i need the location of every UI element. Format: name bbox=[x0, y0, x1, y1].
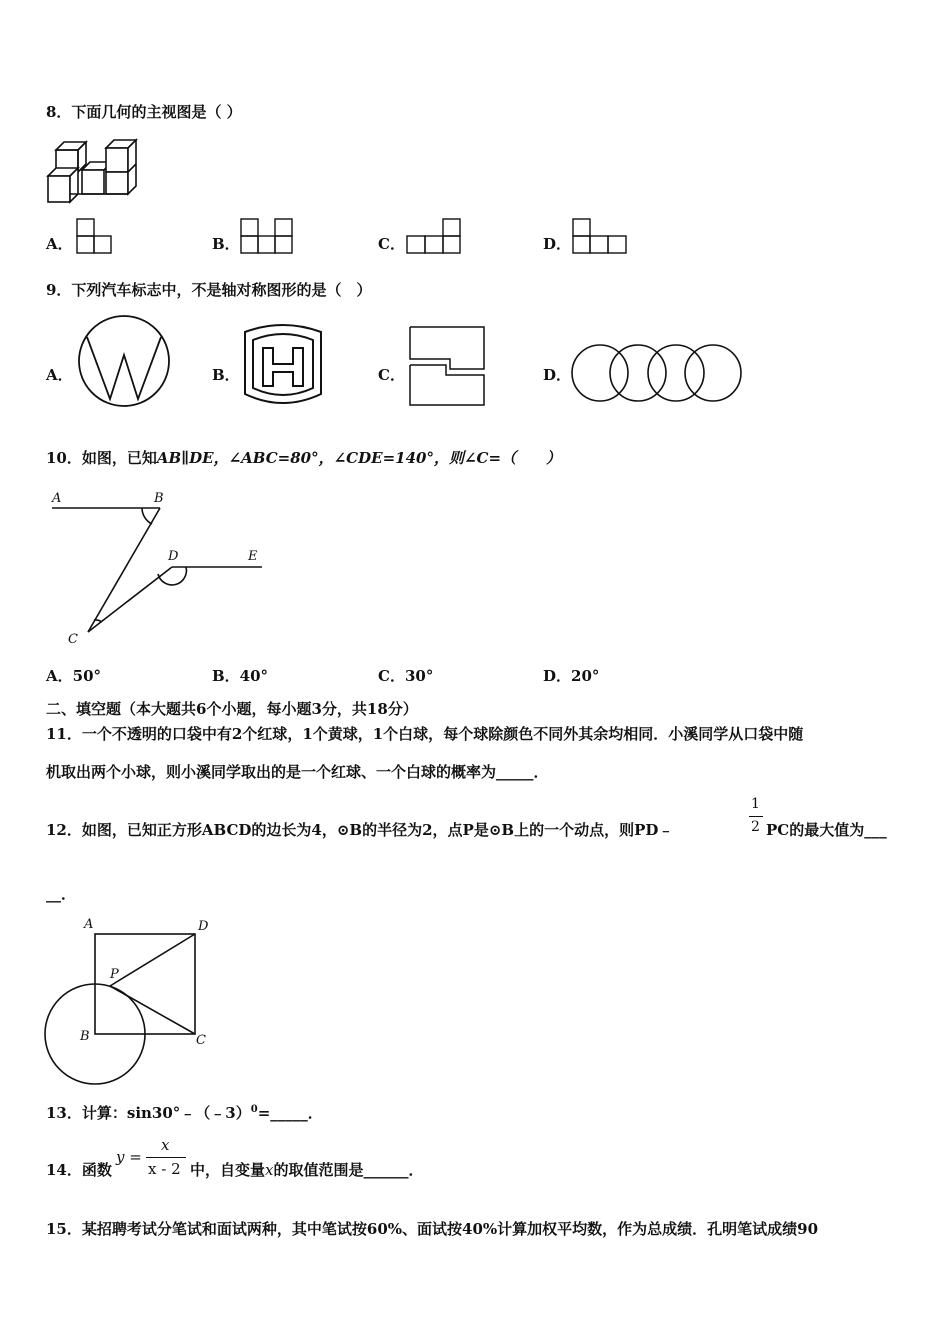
q8-option-b[interactable]: B． bbox=[212, 235, 240, 253]
q12-label-d: D bbox=[198, 919, 209, 934]
q13-text: 13．计算：sin30°﹣（﹣3） bbox=[46, 1104, 251, 1122]
q14-den: x - 2 bbox=[148, 1160, 181, 1178]
q10-figure bbox=[46, 486, 276, 656]
q10-option-b[interactable]: B．40° bbox=[212, 667, 269, 685]
q12-figure bbox=[44, 912, 224, 1087]
q13-stem bbox=[46, 1100, 323, 1123]
q12-label-c: C bbox=[196, 1033, 206, 1048]
q12-label-a: A bbox=[84, 917, 94, 932]
q14-rest bbox=[190, 1160, 424, 1180]
q14-frac-bar bbox=[146, 1157, 186, 1158]
q12-frac-num: 1 bbox=[751, 796, 760, 812]
q13-tail: =_____． bbox=[257, 1104, 323, 1122]
q8-option-b-figure bbox=[240, 218, 300, 256]
q10-stem bbox=[46, 448, 561, 468]
q10-label-b: B bbox=[154, 491, 164, 506]
q8-option-c[interactable]: C． bbox=[378, 235, 405, 253]
q12-frac-den: 2 bbox=[751, 819, 760, 835]
q9-stem: 9．下列汽车标志中，不是轴对称图形的是（ ） bbox=[46, 281, 372, 299]
q9-logo-d-figure bbox=[571, 343, 743, 405]
q10-option-d[interactable]: D．20° bbox=[543, 667, 600, 685]
q14-mid: 中，自变量 bbox=[190, 1161, 266, 1179]
q10-label-c: C bbox=[68, 632, 78, 647]
q13-sup: 0 bbox=[250, 1104, 258, 1115]
q9-logo-b-figure bbox=[237, 322, 329, 410]
q9-option-c[interactable]: C． bbox=[378, 366, 405, 384]
q11-line2: 机取出两个小球，则小溪同学取出的是一个红球、一个白球的概率为_____． bbox=[46, 763, 549, 781]
q8-option-a[interactable]: A． bbox=[46, 235, 73, 253]
q14-var: x bbox=[265, 1161, 274, 1179]
q12-frac-bar bbox=[749, 816, 763, 817]
q14-y: y = bbox=[116, 1148, 142, 1166]
q8-option-a-figure bbox=[76, 218, 116, 256]
q10-label-d: D bbox=[168, 549, 179, 564]
q8-stem: 8．下面几何的主视图是（ ） bbox=[46, 103, 242, 121]
q11-line1: 11．一个不透明的口袋中有2个红球，1个黄球，1个白球，每个球除颜色不同外其余均相同．小溪同学从口袋中随 bbox=[46, 725, 804, 743]
q12-label-b: B bbox=[80, 1029, 90, 1044]
q9-option-a[interactable]: A． bbox=[46, 366, 73, 384]
q9-logo-a-figure bbox=[78, 315, 172, 409]
q10-label-e: E bbox=[248, 549, 258, 564]
q9-option-d[interactable]: D． bbox=[543, 366, 572, 384]
q10-option-a[interactable]: A．50° bbox=[46, 667, 102, 685]
q14-tail: 的取值范围是______． bbox=[273, 1161, 424, 1179]
q12-stem-a: 12．如图，已知正方形ABCD的边长为4，⊙B的半径为2，点P是⊙B上的一个动点，则PD﹣ bbox=[46, 821, 674, 839]
q8-option-c-figure bbox=[406, 218, 466, 256]
q12-label-p: P bbox=[110, 967, 119, 982]
q10-stem-math: AB∥DE，∠ABC=80°，∠CDE=140°，则∠C=（ ） bbox=[156, 449, 562, 467]
q12-cont: __． bbox=[46, 885, 77, 903]
q10-label-a: A bbox=[52, 491, 62, 506]
q8-option-d-figure bbox=[572, 218, 632, 256]
q10-stem-prefix: 10．如图，已知 bbox=[46, 449, 157, 467]
q10-option-c[interactable]: C．30° bbox=[378, 667, 434, 685]
q12-stem-b: PC的最大值为___ bbox=[766, 821, 887, 839]
q14-prefix: 14．函数 bbox=[46, 1161, 112, 1179]
q8-option-d[interactable]: D． bbox=[543, 235, 572, 253]
q14-num: x bbox=[161, 1136, 170, 1154]
q9-logo-c-figure bbox=[408, 323, 490, 407]
q15-text: 15．某招聘考试分笔试和面试两种，其中笔试按60%、面试按40%计算加权平均数，作为总成绩．孔明笔试成绩90 bbox=[46, 1220, 819, 1238]
q9-option-b[interactable]: B． bbox=[212, 366, 240, 384]
q8-cube-figure bbox=[46, 138, 141, 208]
section2-heading: 二、填空题（本大题共6个小题，每小题3分，共18分） bbox=[46, 700, 418, 718]
